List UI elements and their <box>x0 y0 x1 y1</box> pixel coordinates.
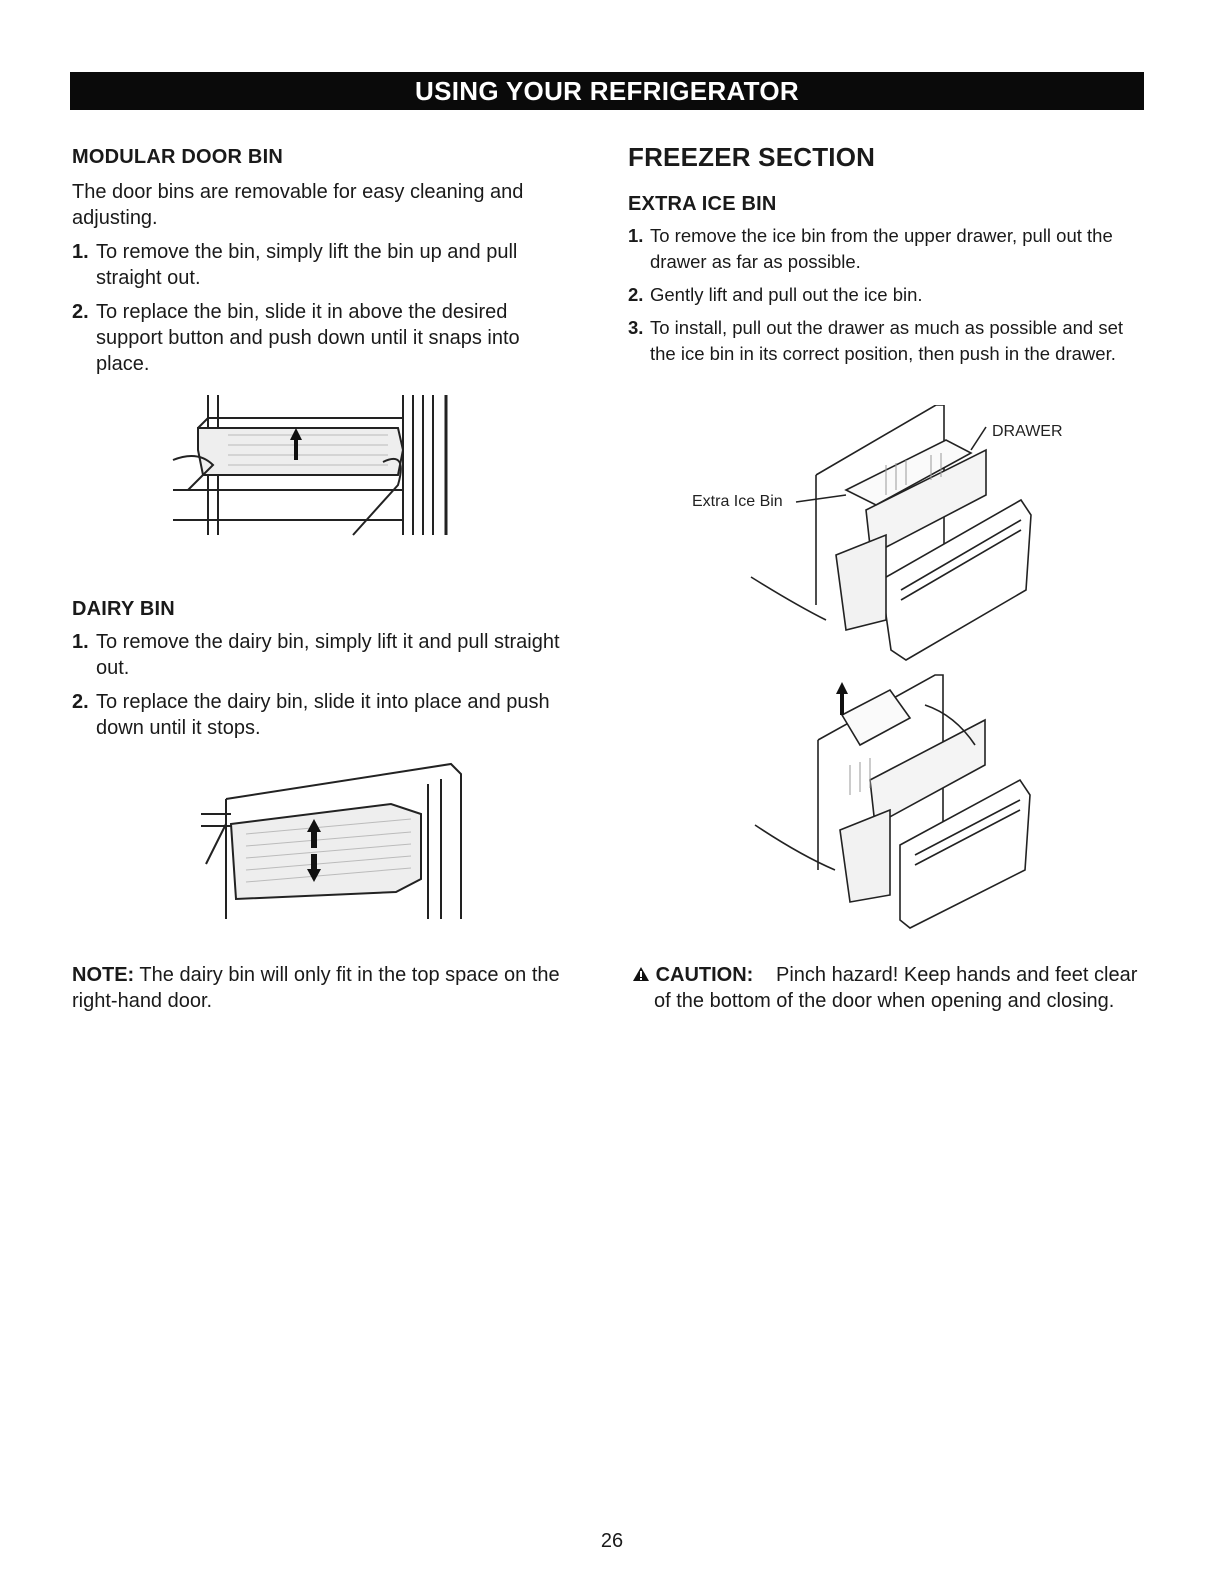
caution-text: Pinch hazard! Keep hands and feet clear of the bottom of the door when opening and closing. <box>654 964 1138 1012</box>
freezer-drawer-illustration-1 <box>686 405 1086 670</box>
caution-note <box>632 962 1152 1014</box>
modular-door-bin-section <box>72 146 572 377</box>
page-banner: USING YOUR REFRIGERATOR <box>70 72 1144 110</box>
modular-intro: The door bins are removable for easy cleaning and adjusting. <box>72 181 524 229</box>
warning-triangle-icon <box>632 966 650 982</box>
modular-step: 1. To remove the bin, simply lift the bin up and pull straight out. <box>72 241 518 289</box>
modular-steps <box>72 239 572 377</box>
modular-step: 2. To replace the bin, slide it in above the desired support button and push down until it snaps into place. <box>72 301 520 375</box>
extra-ice-bin-heading: EXTRA ICE BIN <box>628 193 777 215</box>
dairy-note: NOTE: The dairy bin will only fit in the top space on the right-hand door. <box>72 964 560 1012</box>
door-bin-illustration <box>168 390 458 540</box>
extra-ice-bin-label: Extra Ice Bin <box>692 493 783 510</box>
page-number: 26 <box>600 1530 624 1552</box>
freezer-section <box>628 142 1148 367</box>
ice-bin-step: 3. To install, pull out the drawer as much as possible and set the ice bin in its correct position, then push in the drawer. <box>628 317 1124 364</box>
drawer-label: DRAWER <box>992 423 1063 440</box>
dairy-bin-heading: DAIRY BIN <box>72 598 175 620</box>
dairy-bin-illustration <box>196 684 471 924</box>
dairy-step: 1. To remove the dairy bin, simply lift it and pull straight out. <box>72 631 560 679</box>
modular-door-bin-heading: MODULAR DOOR BIN <box>72 146 283 168</box>
dairy-step: 2. To replace the dairy bin, slide it into place and push down until it stops. <box>72 691 550 739</box>
ice-bin-step: 1. To remove the ice bin from the upper drawer, pull out the drawer as far as possible. <box>628 225 1113 272</box>
ice-bin-step: 2. Gently lift and pull out the ice bin. <box>628 284 923 305</box>
ice-bin-steps <box>628 223 1148 367</box>
caution-label: CAUTION: <box>655 964 754 986</box>
freezer-heading: FREEZER SECTION <box>628 142 876 172</box>
freezer-drawer-illustration-2 <box>750 670 1040 932</box>
